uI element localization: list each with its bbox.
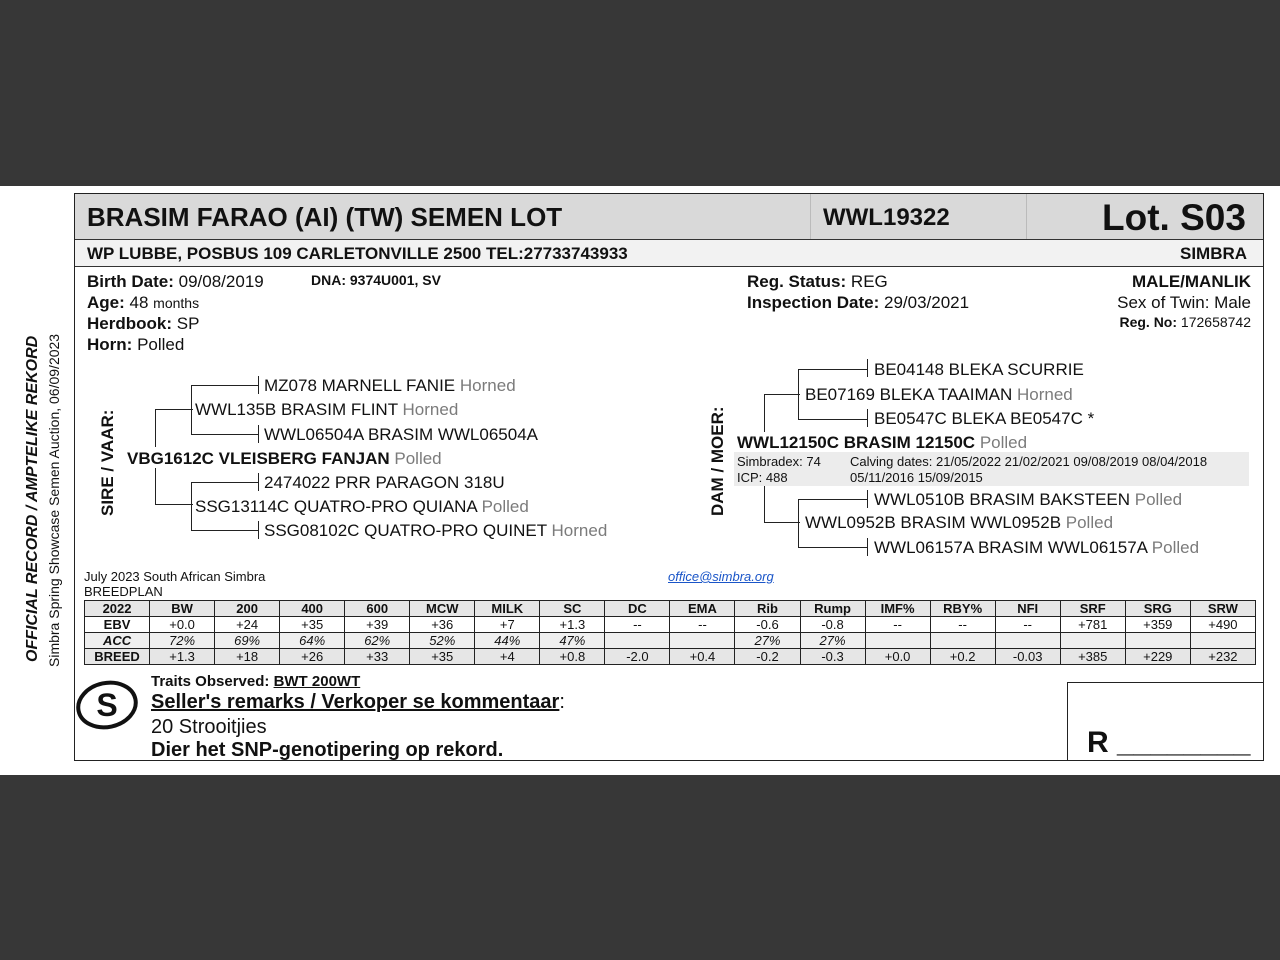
price-field[interactable]: R ________ bbox=[1087, 726, 1251, 759]
sire-dam bbox=[195, 497, 529, 517]
remarks-colon: : bbox=[559, 691, 565, 713]
table-cell: -0.2 bbox=[735, 649, 800, 665]
pedigree-line bbox=[798, 547, 868, 548]
table-cell: SC bbox=[540, 601, 605, 617]
horn-status: Horned bbox=[1017, 385, 1073, 404]
pedigree-name: BE07169 BLEKA TAAIMAN bbox=[805, 385, 1013, 404]
remarks-line-2: Dier het SNP-genotipering op rekord. bbox=[151, 739, 504, 761]
table-cell: +0.0 bbox=[865, 649, 930, 665]
pedigree-line bbox=[764, 486, 765, 522]
reg-status-label: Reg. Status: bbox=[747, 272, 847, 291]
sex: MALE/MANLIK bbox=[1132, 272, 1251, 291]
remarks-line-1: 20 Strooitjies bbox=[151, 716, 267, 738]
pedigree-line bbox=[798, 419, 868, 420]
table-row bbox=[85, 649, 1256, 665]
horn-status: Polled bbox=[481, 497, 529, 516]
traits-observed bbox=[151, 673, 360, 690]
table-cell: IMF% bbox=[865, 601, 930, 617]
table-cell: +781 bbox=[1060, 617, 1125, 633]
table-cell: +39 bbox=[345, 617, 410, 633]
table-cell: -0.3 bbox=[800, 649, 865, 665]
calving-dates: Calving dates: 21/05/2022 21/02/2021 09/08/2019 08/04/2018 bbox=[850, 454, 1208, 469]
table-cell: +36 bbox=[410, 617, 475, 633]
pedigree-name: WWL06157A BRASIM WWL06157A bbox=[874, 538, 1148, 557]
table-cell: 62% bbox=[345, 633, 410, 649]
table-cell: 52% bbox=[410, 633, 475, 649]
table-cell: Rump bbox=[800, 601, 865, 617]
auction-label: Simbra Spring Showcase Semen Auction, 06/09/2023 bbox=[46, 333, 62, 667]
sex-of-twin: Sex of Twin: Male bbox=[1117, 293, 1251, 312]
birth-date-value: 09/08/2019 bbox=[178, 272, 264, 291]
pedigree-line bbox=[258, 425, 259, 443]
sire-sire-sire bbox=[264, 376, 516, 396]
header-divider bbox=[1026, 194, 1027, 239]
table-cell bbox=[995, 633, 1060, 649]
table-cell: -- bbox=[605, 617, 670, 633]
table-cell: BW bbox=[150, 601, 215, 617]
pedigree-line bbox=[191, 482, 259, 483]
inspection-value: 29/03/2021 bbox=[883, 293, 970, 312]
reg-number-value: 172658742 bbox=[1180, 314, 1251, 330]
pedigree-line bbox=[155, 409, 193, 410]
dam-name bbox=[737, 433, 1027, 453]
table-cell: +33 bbox=[345, 649, 410, 665]
simbra-logo-icon bbox=[76, 679, 138, 731]
table-cell: EMA bbox=[670, 601, 735, 617]
icp: ICP: 488 bbox=[737, 470, 788, 485]
table-cell: -- bbox=[930, 617, 995, 633]
row-label: ACC bbox=[85, 633, 150, 649]
pedigree-line bbox=[191, 530, 259, 531]
table-cell: -- bbox=[670, 617, 735, 633]
pedigree-line bbox=[155, 468, 156, 504]
birth-date-label: Birth Date: bbox=[87, 272, 174, 291]
table-cell: 200 bbox=[215, 601, 280, 617]
horn-status: Polled bbox=[979, 433, 1028, 452]
calving-dates-cont: 05/11/2016 15/09/2015 bbox=[850, 470, 983, 485]
dam-dam-sire bbox=[874, 490, 1182, 510]
table-cell: +18 bbox=[215, 649, 280, 665]
table-cell: +35 bbox=[410, 649, 475, 665]
pedigree-line bbox=[867, 538, 868, 556]
sire-sire-dam: WWL06504A BRASIM WWL06504A bbox=[264, 425, 539, 444]
table-cell: DC bbox=[605, 601, 670, 617]
pedigree-line bbox=[764, 522, 800, 523]
horn-status: Horned bbox=[459, 376, 516, 395]
remarks-heading bbox=[151, 691, 565, 714]
pedigree-name: WWL0510B BRASIM BAKSTEEN bbox=[874, 490, 1131, 509]
pedigree-line bbox=[191, 482, 192, 530]
pedigree-line bbox=[258, 521, 259, 539]
table-cell: SRF bbox=[1060, 601, 1125, 617]
table-cell: MCW bbox=[410, 601, 475, 617]
remarks-heading-text: Seller's remarks / Verkoper se kommentaar bbox=[151, 691, 560, 713]
pedigree-line bbox=[867, 359, 868, 377]
reg-number-label: Reg. No: bbox=[1119, 314, 1178, 330]
table-cell: -- bbox=[995, 617, 1060, 633]
pedigree-name: SSG08102C QUATRO-PRO QUINET bbox=[264, 521, 547, 540]
table-cell: -0.6 bbox=[735, 617, 800, 633]
table-cell: +7 bbox=[475, 617, 540, 633]
breedplan-source: July 2023 South African Simbra bbox=[84, 569, 266, 584]
horn-status: Polled bbox=[1151, 538, 1200, 557]
header-divider bbox=[810, 194, 811, 239]
pedigree-name: WWL12150C BRASIM 12150C bbox=[737, 433, 976, 452]
table-cell: +24 bbox=[215, 617, 280, 633]
pedigree-name: WWL135B BRASIM FLINT bbox=[195, 400, 398, 419]
official-record-label: OFFICIAL RECORD / AMPTELIKE REKORD bbox=[24, 335, 41, 662]
table-cell: 600 bbox=[345, 601, 410, 617]
table-cell bbox=[1125, 633, 1190, 649]
herdbook-value: SP bbox=[176, 314, 200, 333]
table-row bbox=[85, 633, 1256, 649]
table-cell: +0.4 bbox=[670, 649, 735, 665]
table-cell: +4 bbox=[475, 649, 540, 665]
pedigree-line bbox=[155, 409, 156, 447]
table-cell bbox=[1060, 633, 1125, 649]
pedigree-line bbox=[798, 499, 868, 500]
table-cell bbox=[1190, 633, 1255, 649]
table-cell: RBY% bbox=[930, 601, 995, 617]
ebv-table bbox=[84, 600, 1256, 665]
table-cell bbox=[865, 633, 930, 649]
pedigree-line bbox=[258, 473, 259, 491]
horn-value: Polled bbox=[137, 335, 185, 354]
pedigree-line bbox=[798, 369, 868, 370]
dam-sire-sire: BE04148 BLEKA SCURRIE bbox=[874, 360, 1084, 379]
table-cell bbox=[670, 633, 735, 649]
table-cell: SRG bbox=[1125, 601, 1190, 617]
table-cell: 44% bbox=[475, 633, 540, 649]
row-label: BREED bbox=[85, 649, 150, 665]
table-cell: +232 bbox=[1190, 649, 1255, 665]
table-cell: 64% bbox=[280, 633, 345, 649]
table-cell: +1.3 bbox=[150, 649, 215, 665]
age-value: 48 bbox=[129, 293, 149, 312]
age-label: Age: bbox=[87, 293, 125, 312]
birth-date bbox=[87, 272, 264, 292]
pedigree-line bbox=[191, 385, 259, 386]
inspection-date bbox=[747, 293, 969, 313]
row-label: 2022 bbox=[85, 601, 150, 617]
table-cell: 27% bbox=[735, 633, 800, 649]
pedigree-line bbox=[798, 499, 799, 547]
sire-label: SIRE / VAAR: bbox=[98, 409, 117, 516]
traits-value: BWT 200WT bbox=[273, 673, 361, 690]
table-cell: 47% bbox=[540, 633, 605, 649]
table-cell: SRW bbox=[1190, 601, 1255, 617]
table-cell: +229 bbox=[1125, 649, 1190, 665]
herdbook bbox=[87, 314, 199, 334]
table-cell: +0.0 bbox=[150, 617, 215, 633]
table-cell: -- bbox=[865, 617, 930, 633]
horn-label: Horn: bbox=[87, 335, 133, 354]
dam-dam-dam bbox=[874, 538, 1199, 558]
reg-number bbox=[1119, 314, 1251, 330]
table-cell: MILK bbox=[475, 601, 540, 617]
dna-info: DNA: 9374U001, SV bbox=[311, 272, 441, 288]
horn-status: Horned bbox=[402, 400, 459, 419]
pedigree-line bbox=[258, 376, 259, 394]
table-cell bbox=[930, 633, 995, 649]
table-row bbox=[85, 601, 1256, 617]
traits-label: Traits Observed: bbox=[151, 673, 270, 690]
age bbox=[87, 293, 199, 313]
pedigree-line bbox=[764, 394, 765, 432]
pedigree-line bbox=[867, 409, 868, 427]
sire-sire bbox=[195, 400, 458, 420]
horn-status: Horned bbox=[551, 521, 608, 540]
table-cell: +26 bbox=[280, 649, 345, 665]
table-cell: 69% bbox=[215, 633, 280, 649]
table-cell: +490 bbox=[1190, 617, 1255, 633]
table-cell bbox=[605, 633, 670, 649]
reg-status-value: REG bbox=[850, 272, 888, 291]
pedigree-name: MZ078 MARNELL FANIE bbox=[264, 376, 456, 395]
lot-number: Lot. S03 bbox=[1102, 197, 1246, 238]
pedigree-name: WWL0952B BRASIM WWL0952B bbox=[805, 513, 1062, 532]
table-cell: +1.3 bbox=[540, 617, 605, 633]
pedigree-line bbox=[155, 504, 193, 505]
simbradex: Simbradex: 74 bbox=[737, 454, 821, 469]
breedplan-label: BREEDPLAN bbox=[84, 584, 163, 599]
table-cell: -0.8 bbox=[800, 617, 865, 633]
pedigree-line bbox=[764, 394, 800, 395]
table-cell: 72% bbox=[150, 633, 215, 649]
sire-dam-dam bbox=[264, 521, 607, 541]
sire-dam-sire: 2474022 PRR PARAGON 318U bbox=[264, 473, 505, 492]
table-cell: Rib bbox=[735, 601, 800, 617]
pedigree-line bbox=[191, 434, 259, 435]
table-cell: +0.8 bbox=[540, 649, 605, 665]
table-cell: 27% bbox=[800, 633, 865, 649]
table-cell: +359 bbox=[1125, 617, 1190, 633]
table-cell: -0.03 bbox=[995, 649, 1060, 665]
table-cell: 400 bbox=[280, 601, 345, 617]
pedigree-name: SSG13114C QUATRO-PRO QUIANA bbox=[195, 497, 477, 516]
horn-status: Polled bbox=[394, 449, 442, 468]
svg-text:S: S bbox=[96, 687, 118, 723]
sire-name bbox=[127, 449, 442, 469]
dam-sire-dam: BE0547C BLEKA BE0547C * bbox=[874, 409, 1095, 428]
horn bbox=[87, 335, 184, 355]
pedigree-line bbox=[191, 385, 192, 434]
pedigree-name: VBG1612C VLEISBERG FANJAN bbox=[127, 449, 390, 468]
age-unit: months bbox=[153, 295, 200, 311]
animal-title: BRASIM FARAO (AI) (TW) SEMEN LOT bbox=[87, 202, 563, 232]
dam-label: DAM / MOER: bbox=[708, 406, 727, 516]
table-cell: -2.0 bbox=[605, 649, 670, 665]
herdbook-label: Herdbook: bbox=[87, 314, 172, 333]
dam-dam bbox=[805, 513, 1113, 533]
pedigree-line bbox=[867, 490, 868, 508]
pedigree-line bbox=[798, 369, 799, 419]
row-label: EBV bbox=[85, 617, 150, 633]
horn-status: Polled bbox=[1065, 513, 1114, 532]
table-cell: +385 bbox=[1060, 649, 1125, 665]
table-cell: +0.2 bbox=[930, 649, 995, 665]
email-link[interactable]: office@simbra.org bbox=[668, 569, 774, 584]
inspection-label: Inspection Date: bbox=[747, 293, 880, 312]
reg-status bbox=[747, 272, 888, 292]
owner-address: WP LUBBE, POSBUS 109 CARLETONVILLE 2500 TEL:27733743933 bbox=[87, 244, 628, 263]
reg-code: WWL19322 bbox=[823, 204, 950, 231]
horn-status: Polled bbox=[1134, 490, 1183, 509]
dam-sire bbox=[805, 385, 1073, 405]
breed-label: SIMBRA bbox=[1180, 244, 1248, 263]
table-cell: +35 bbox=[280, 617, 345, 633]
table-row bbox=[85, 617, 1256, 633]
table-cell: NFI bbox=[995, 601, 1060, 617]
